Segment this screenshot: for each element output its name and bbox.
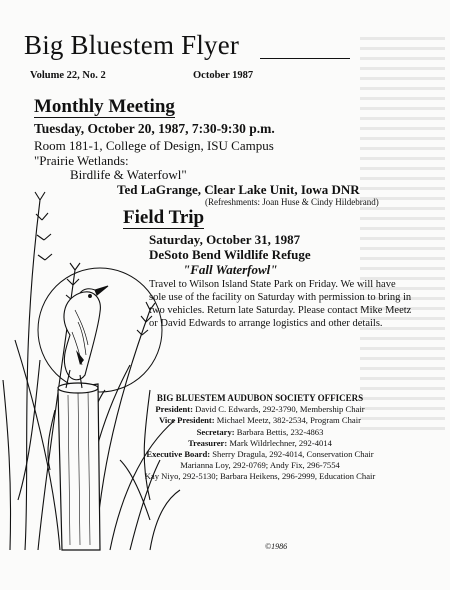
trip-description: Travel to Wilson Island State Park on Friday. We will have sole use of the facility on Saturday with permission to bring in two vehicles. Return late Saturday. Please contact Mike Meetz or David Edwards to arrange logistics and other details. <box>149 279 412 329</box>
meeting-speaker: Ted LaGrange, Clear Lake Unit, Iowa DNR <box>117 182 360 197</box>
officer-secretary: Secretary: Barbara Bettis, 232-4863 <box>196 426 324 437</box>
field-trip-heading: Field Trip <box>123 207 205 228</box>
officer-treasurer: Treasurer: Mark Wildrlechner, 292-4014 <box>188 437 332 448</box>
trip-subtitle: "Fall Waterfowl" <box>183 262 278 277</box>
trip-date: Saturday, October 31, 1987 <box>149 232 301 247</box>
meadowlark-illustration <box>0 160 185 560</box>
masthead-rule <box>260 58 350 59</box>
meeting-date-time: Tuesday, October 20, 1987, 7:30-9:30 p.m. <box>34 121 275 136</box>
meadowlark-bird-icon <box>64 286 108 388</box>
meeting-topic-line1: "Prairie Wetlands: <box>34 153 129 168</box>
officers-heading: BIG BLUESTEM AUDUBON SOCIETY OFFICERS <box>156 393 364 403</box>
officer-president: President: David C. Edwards, 292-3790, Membership Chair <box>155 404 365 415</box>
meeting-location: Room 181-1, College of Design, ISU Campus <box>34 138 274 153</box>
artist-signature: ©1986 <box>265 542 288 551</box>
officer-vice-president: Vice President: Michael Meetz, 382-2534, Program Chair <box>159 415 361 426</box>
executive-board-line2: Marianna Loy, 292-0769; Andy Fix, 296-7554 <box>180 460 340 471</box>
executive-board-line1: Executive Board: Sherry Dragula, 292-4014, Conservation Chair <box>146 449 374 460</box>
trip-location: DeSoto Bend Wildlife Refuge <box>149 247 311 262</box>
newsletter-title: Big Bluestem Flyer <box>24 30 240 60</box>
monthly-meeting-heading: Monthly Meeting <box>34 96 175 117</box>
issue-date: October 1987 <box>193 70 254 81</box>
fence-post <box>58 383 100 550</box>
issue-number: Volume 22, No. 2 <box>30 70 106 81</box>
officers-list <box>120 393 400 483</box>
meeting-topic-line2: Birdlife & Waterfowl" <box>70 167 187 182</box>
meeting-refreshments: (Refreshments: Joan Huse & Cindy Hildebrand) <box>205 197 379 207</box>
executive-board-line3: Kay Niyo, 292-5130; Barbara Heikens, 296-2999, Education Chair <box>144 471 376 482</box>
